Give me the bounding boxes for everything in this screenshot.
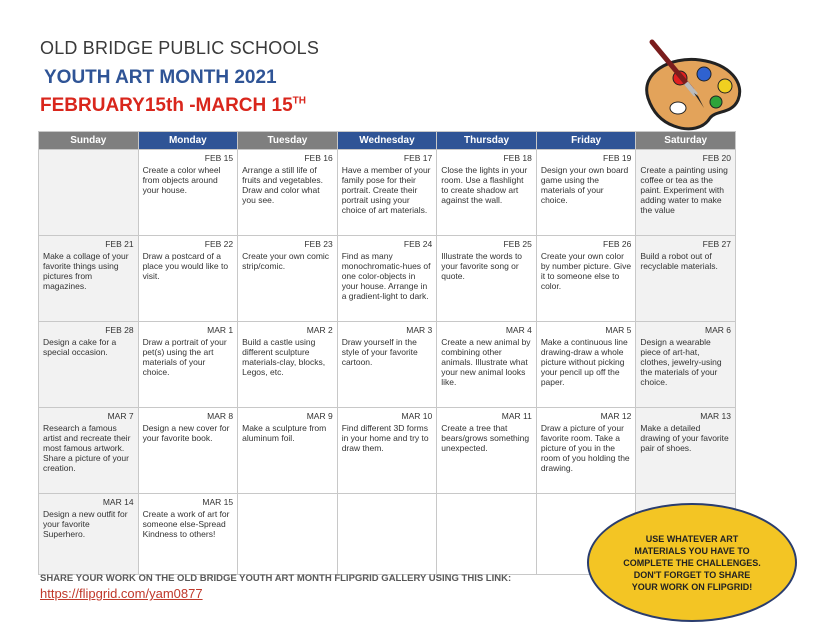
- cell-date: MAR 1: [207, 325, 234, 335]
- day-cell: [437, 150, 537, 236]
- day-cell: [138, 150, 238, 236]
- cell-activity: Create your own color by number picture. Give it to someone else to color.: [540, 251, 632, 291]
- cell-activity: Design your own board game using the materials of your choice.: [540, 165, 629, 205]
- cell-activity: Draw a portrait of your pet(s) using the art materials of your choice.: [142, 337, 227, 377]
- day-header-monday: Monday: [138, 132, 238, 150]
- cell-activity: Create your own comic strip/comic.: [242, 251, 330, 271]
- cell-date: FEB 28: [105, 325, 134, 335]
- day-cell: [138, 236, 238, 322]
- date-range-text: FEBRUARY15th -MARCH 15: [40, 95, 293, 116]
- cell-activity: Create a new animal by combining other animals. Illustrate what your new animal looks like.: [441, 337, 531, 387]
- day-cell: [536, 236, 636, 322]
- cell-date: MAR 6: [705, 325, 731, 335]
- day-header-saturday: Saturday: [636, 132, 736, 150]
- day-cell: [39, 322, 139, 408]
- cell-activity: Design a cake for a special occasion.: [43, 337, 117, 357]
- cell-date: FEB 23: [304, 239, 333, 249]
- cell-activity: Build a robot out of recyclable materials.: [640, 251, 718, 271]
- cell-activity: Make a continuous line drawing-draw a whole picture without picking your pencil up off the paper.: [540, 337, 628, 387]
- day-cell: [437, 236, 537, 322]
- cell-date: FEB 19: [603, 153, 632, 163]
- day-cell: [138, 408, 238, 494]
- cell-date: MAR 10: [401, 411, 433, 421]
- cell-activity: Create a work of art for someone else-Spread Kindness to others!: [142, 509, 230, 539]
- day-cell: [536, 322, 636, 408]
- reminder-callout: [587, 503, 797, 622]
- day-cell: [636, 236, 736, 322]
- cell-activity: Arrange a still life of fruits and vegetables. Draw and color what you see.: [242, 165, 323, 205]
- day-cell: [238, 150, 338, 236]
- cell-date: MAR 8: [207, 411, 234, 421]
- day-cell: [437, 494, 537, 575]
- day-header-tuesday: Tuesday: [238, 132, 338, 150]
- cell-activity: Close the lights in your room. Use a flashlight to create shadow art against the wall.: [441, 165, 528, 205]
- day-cell: [437, 408, 537, 494]
- cell-date: MAR 15: [202, 497, 234, 507]
- calendar-table: [38, 131, 736, 575]
- cell-date: FEB 20: [702, 153, 731, 163]
- cell-date: MAR 13: [700, 411, 731, 421]
- day-cell: [337, 236, 437, 322]
- day-cell: [536, 150, 636, 236]
- school-name: OLD BRIDGE PUBLIC SCHOOLS: [40, 38, 320, 58]
- page-title: YOUTH ART MONTH 2021: [44, 67, 277, 88]
- cell-date: FEB 24: [403, 239, 433, 249]
- day-cell: [437, 322, 537, 408]
- cell-date: FEB 17: [403, 153, 433, 163]
- cell-activity: Make a sculpture from aluminum foil.: [242, 423, 327, 443]
- cell-activity: Build a castle using different sculpture materials-clay, blocks, Legos, etc.: [242, 337, 326, 377]
- day-cell: [238, 408, 338, 494]
- day-cell: [238, 494, 338, 575]
- cell-activity: Make a detailed drawing of your favorite pair of shoes.: [640, 423, 729, 453]
- day-cell: [337, 408, 437, 494]
- cell-date: MAR 5: [605, 325, 632, 335]
- day-cell: [39, 236, 139, 322]
- week-row: [39, 408, 736, 494]
- cell-date: MAR 14: [102, 497, 134, 507]
- day-cell: [39, 150, 139, 236]
- flipgrid-link[interactable]: https://flipgrid.com/yam0877: [40, 586, 203, 601]
- cell-activity: Create a color wheel from objects around your house.: [142, 165, 221, 195]
- cell-date: MAR 4: [505, 325, 532, 335]
- cell-date: MAR 9: [306, 411, 333, 421]
- cell-activity: Draw yourself in the style of your favorite cartoon.: [341, 337, 418, 367]
- cell-date: MAR 2: [306, 325, 333, 335]
- date-range-sup: TH: [292, 95, 306, 107]
- day-cell: [636, 150, 736, 236]
- palette-icon: [630, 38, 750, 138]
- cell-date: MAR 7: [107, 411, 134, 421]
- cell-activity: Create a painting using coffee or tea as the paint. Experiment with adding water to make the value: [640, 165, 728, 215]
- cell-activity: Create a tree that bears/grows something unexpected.: [441, 423, 530, 453]
- cell-date: FEB 22: [204, 239, 234, 249]
- day-cell: [238, 236, 338, 322]
- day-cell: [138, 494, 238, 575]
- day-cell: [39, 408, 139, 494]
- cell-activity: Illustrate the words to your favorite song or quote.: [441, 251, 523, 281]
- day-cell: [636, 408, 736, 494]
- calendar-header-row: [39, 132, 736, 150]
- week-row: [39, 236, 736, 322]
- cell-date: MAR 11: [501, 411, 532, 421]
- cell-activity: Research a famous artist and recreate their most famous artwork. Share a picture of your creation.: [43, 423, 131, 473]
- day-cell: [636, 322, 736, 408]
- day-cell: [337, 494, 437, 575]
- day-cell: [238, 322, 338, 408]
- share-instructions: SHARE YOUR WORK ON THE OLD BRIDGE YOUTH ART MONTH FLIPGRID GALLERY USING THIS LINK:: [40, 573, 512, 584]
- date-range: [40, 95, 306, 117]
- day-header-wednesday: Wednesday: [337, 132, 437, 150]
- day-cell: [337, 150, 437, 236]
- cell-date: FEB 26: [603, 239, 632, 249]
- cell-activity: Make a collage of your favorite things using pictures from magazines.: [43, 251, 129, 291]
- week-row: [39, 322, 736, 408]
- cell-activity: Design a new outfit for your favorite Superhero.: [43, 509, 128, 539]
- cell-activity: Have a member of your family pose for their portrait. Create their portrait using your choice of art materials.: [341, 165, 431, 215]
- cell-activity: Draw a postcard of a place you would like to visit.: [142, 251, 229, 281]
- cell-date: FEB 18: [503, 153, 532, 163]
- cell-date: FEB 21: [105, 239, 134, 249]
- cell-activity: Design a wearable piece of art-hat, clothes, jewelry-using the materials of your choice.: [640, 337, 722, 387]
- cell-date: FEB 15: [204, 153, 234, 163]
- reminder-text: USE WHATEVER ART MATERIALS YOU HAVE TO COMPLETE THE CHALLENGES. DON'T FORGET TO SHARE YOUR WORK ON FLIPGRID!: [623, 533, 761, 592]
- day-cell: [39, 494, 139, 575]
- day-header-sunday: Sunday: [39, 132, 139, 150]
- cell-activity: Draw a picture of your favorite room. Take a picture of you in the room of you holding the drawing.: [540, 423, 630, 473]
- cell-activity: Find different 3D forms in your home and try to draw them.: [341, 423, 429, 453]
- cell-activity: Design a new cover for your favorite book.: [142, 423, 230, 443]
- day-cell: [536, 408, 636, 494]
- cell-date: MAR 3: [406, 325, 433, 335]
- cell-activity: Find as many monochromatic-hues of one color-objects in your house. Arrange in a gradient-light to dark.: [341, 251, 431, 301]
- cell-date: FEB 27: [702, 239, 731, 249]
- cell-date: FEB 16: [304, 153, 333, 163]
- day-cell: [337, 322, 437, 408]
- cell-date: FEB 25: [503, 239, 532, 249]
- day-header-friday: Friday: [536, 132, 636, 150]
- day-header-thursday: Thursday: [437, 132, 537, 150]
- day-cell: [138, 322, 238, 408]
- week-row: [39, 150, 736, 236]
- cell-date: MAR 12: [600, 411, 632, 421]
